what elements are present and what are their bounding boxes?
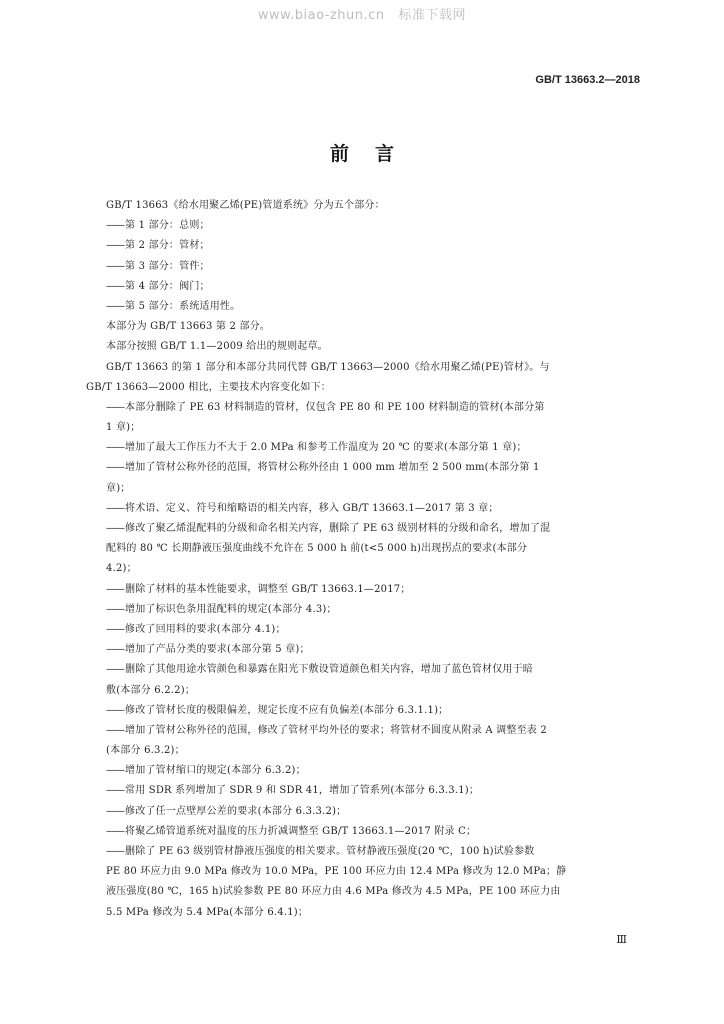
list-item xyxy=(86,236,646,256)
paragraph-line xyxy=(86,317,646,337)
line-text: 修改了任一点壁厚公差的要求(本部分 6.3.3.2)； xyxy=(125,805,347,817)
line-text: 本部分按照 GB/T 1.1—2009 给出的规则起草。 xyxy=(106,341,328,353)
line-text: 第 1 部分：总则； xyxy=(125,220,210,232)
standard-number: GB/T 13663.2—2018 xyxy=(535,74,640,86)
list-dash: —— xyxy=(106,765,124,777)
watermark xyxy=(0,4,724,23)
list-item-continuation xyxy=(86,539,646,559)
list-item xyxy=(86,640,646,660)
list-item xyxy=(86,701,646,721)
list-item xyxy=(86,458,646,478)
paragraph-line xyxy=(86,378,646,398)
line-text: 将术语、定义、符号和缩略语的相关内容，移入 GB/T 13663.1—2017 第 3 章； xyxy=(125,502,499,514)
list-dash: —— xyxy=(106,623,124,635)
page-number: Ⅲ xyxy=(616,933,627,946)
line-text: 章)； xyxy=(106,482,131,494)
list-dash: —— xyxy=(106,805,124,817)
list-dash: —— xyxy=(106,502,124,514)
line-text: (本部分 6.3.2)； xyxy=(106,745,185,757)
list-item xyxy=(86,822,646,842)
list-item xyxy=(86,761,646,781)
line-text: 删除了其他用途水管颜色和暴露在阳光下敷设管道颜色相关内容，增加了蓝色管材仅用于暗 xyxy=(125,664,533,676)
list-item xyxy=(86,781,646,801)
list-item-continuation xyxy=(86,903,646,923)
line-text: 修改了管材长度的极限偏差，规定长度不应有负偏差(本部分 6.3.1.1)； xyxy=(125,704,449,716)
list-item xyxy=(86,802,646,822)
list-dash: —— xyxy=(106,664,124,676)
line-text: 配料的 80 ℃ 长期静液压强度曲线不允许在 5 000 h 前(t<5 000 h)出现拐点的要求(本部分 xyxy=(106,543,528,555)
watermark-label: 标准下载网 xyxy=(398,8,467,23)
list-item xyxy=(86,297,646,317)
line-text: 敷(本部分 6.2.2)； xyxy=(106,684,196,696)
line-text: 本部分为 GB/T 13663 第 2 部分。 xyxy=(106,321,271,333)
list-item xyxy=(86,438,646,458)
paragraph-line xyxy=(86,196,646,216)
list-dash: —— xyxy=(106,785,124,797)
line-text: 增加了标识色条用混配料的规定(本部分 4.3)； xyxy=(125,603,337,615)
paragraph-line xyxy=(86,337,646,357)
line-text: 增加了最大工作压力不大于 2.0 MPa 和参考工作温度为 20 ℃ 的要求(本部分第 1 章)； xyxy=(125,442,527,454)
list-item xyxy=(86,620,646,640)
list-item xyxy=(86,499,646,519)
line-text: 本部分删除了 PE 63 材料制造的管材，仅包含 PE 80 和 PE 100 材料制造的管材(本部分第 xyxy=(125,401,545,413)
list-item xyxy=(86,660,646,680)
list-item xyxy=(86,277,646,297)
line-text: GB/T 13663《给水用聚乙烯(PE)管道系统》分为五个部分： xyxy=(106,200,385,211)
paragraph-line xyxy=(86,358,646,378)
list-dash: —— xyxy=(106,260,124,272)
line-text: 将聚乙烯管道系统对温度的压力折减调整至 GB/T 13663.1—2017 附录 C； xyxy=(125,825,477,837)
line-text: PE 80 环应力由 9.0 MPa 修改为 10.0 MPa，PE 100 环应力由 12.4 MPa 修改为 12.0 MPa；静 xyxy=(106,866,567,878)
line-text: 5.5 MPa 修改为 5.4 MPa(本部分 6.4.1)； xyxy=(106,906,309,918)
page-title: 前言 xyxy=(329,143,420,165)
list-item xyxy=(86,842,646,862)
list-item-continuation xyxy=(86,479,646,499)
list-item xyxy=(86,216,646,236)
list-item xyxy=(86,519,646,539)
foreword-body xyxy=(86,196,646,923)
list-dash: —— xyxy=(106,240,124,252)
list-item-continuation xyxy=(86,681,646,701)
list-dash: —— xyxy=(106,220,124,232)
line-text: 第 3 部分：管件； xyxy=(125,260,210,272)
list-dash: —— xyxy=(106,825,124,837)
list-item xyxy=(86,257,646,277)
line-text: 常用 SDR 系列增加了 SDR 9 和 SDR 41，增加了管系列(本部分 6.3.3.1)； xyxy=(125,785,480,797)
list-dash: —— xyxy=(106,846,124,857)
list-item xyxy=(86,721,646,741)
list-item-continuation xyxy=(86,741,646,761)
line-text: 1 章)； xyxy=(106,422,141,434)
list-item-continuation xyxy=(86,418,646,438)
line-text: 第 2 部分：管材； xyxy=(125,240,210,252)
watermark-site: www.biao-zhun.cn xyxy=(257,8,385,23)
line-text: 增加了管材公称外径的范围，修改了管材平均外径的要求；将管材不圆度从附录 A 调整至表 2 xyxy=(125,724,547,736)
list-dash: —— xyxy=(106,280,124,292)
list-item-continuation xyxy=(86,862,646,882)
list-dash: —— xyxy=(106,704,124,716)
line-text: GB/T 13663—2000 相比，主要技术内容变化如下： xyxy=(86,381,331,393)
list-dash: —— xyxy=(106,442,124,454)
list-dash: —— xyxy=(106,401,124,413)
line-text: 增加了管材缩口的规定(本部分 6.3.2)； xyxy=(125,765,306,777)
list-item xyxy=(86,600,646,620)
line-text: 修改了回用料的要求(本部分 4.1)； xyxy=(125,623,286,635)
list-dash: —— xyxy=(106,644,124,656)
list-dash: —— xyxy=(106,300,124,312)
list-item xyxy=(86,580,646,600)
line-text: 修改了聚乙烯混配料的分级和命名相关内容，删除了 PE 63 级别材料的分级和命名，增加了混 xyxy=(125,523,551,534)
line-text: 删除了 PE 63 级别管材静液压强度的相关要求。管材静液压强度(20 ℃，100 h)试验参数 xyxy=(125,846,535,857)
line-text: 增加了管材公称外径的范围，将管材公称外径由 1 000 mm 增加至 2 500 mm(本部分第 1 xyxy=(125,462,540,474)
line-text: 4.2)； xyxy=(106,563,137,575)
list-dash: —— xyxy=(106,462,124,474)
list-item-continuation xyxy=(86,559,646,579)
list-dash: —— xyxy=(106,523,124,534)
line-text: GB/T 13663 的第 1 部分和本部分共同代替 GB/T 13663—2000《给水用聚乙烯(PE)管材》。与 xyxy=(106,361,550,373)
line-text: 删除了材料的基本性能要求，调整至 GB/T 13663.1—2017； xyxy=(125,583,411,595)
line-text: 第 5 部分：系统适用性。 xyxy=(125,300,241,312)
line-text: 第 4 部分：阀门； xyxy=(125,280,210,292)
line-text: 增加了产品分类的要求(本部分第 5 章)； xyxy=(125,644,310,656)
list-item xyxy=(86,398,646,418)
line-text: 液压强度(80 ℃，165 h)试验参数 PE 80 环应力由 4.6 MPa 修改为 4.5 MPa，PE 100 环应力由 xyxy=(106,886,561,898)
list-dash: —— xyxy=(106,583,124,595)
list-dash: —— xyxy=(106,724,124,736)
list-dash: —— xyxy=(106,603,124,615)
list-item-continuation xyxy=(86,882,646,902)
